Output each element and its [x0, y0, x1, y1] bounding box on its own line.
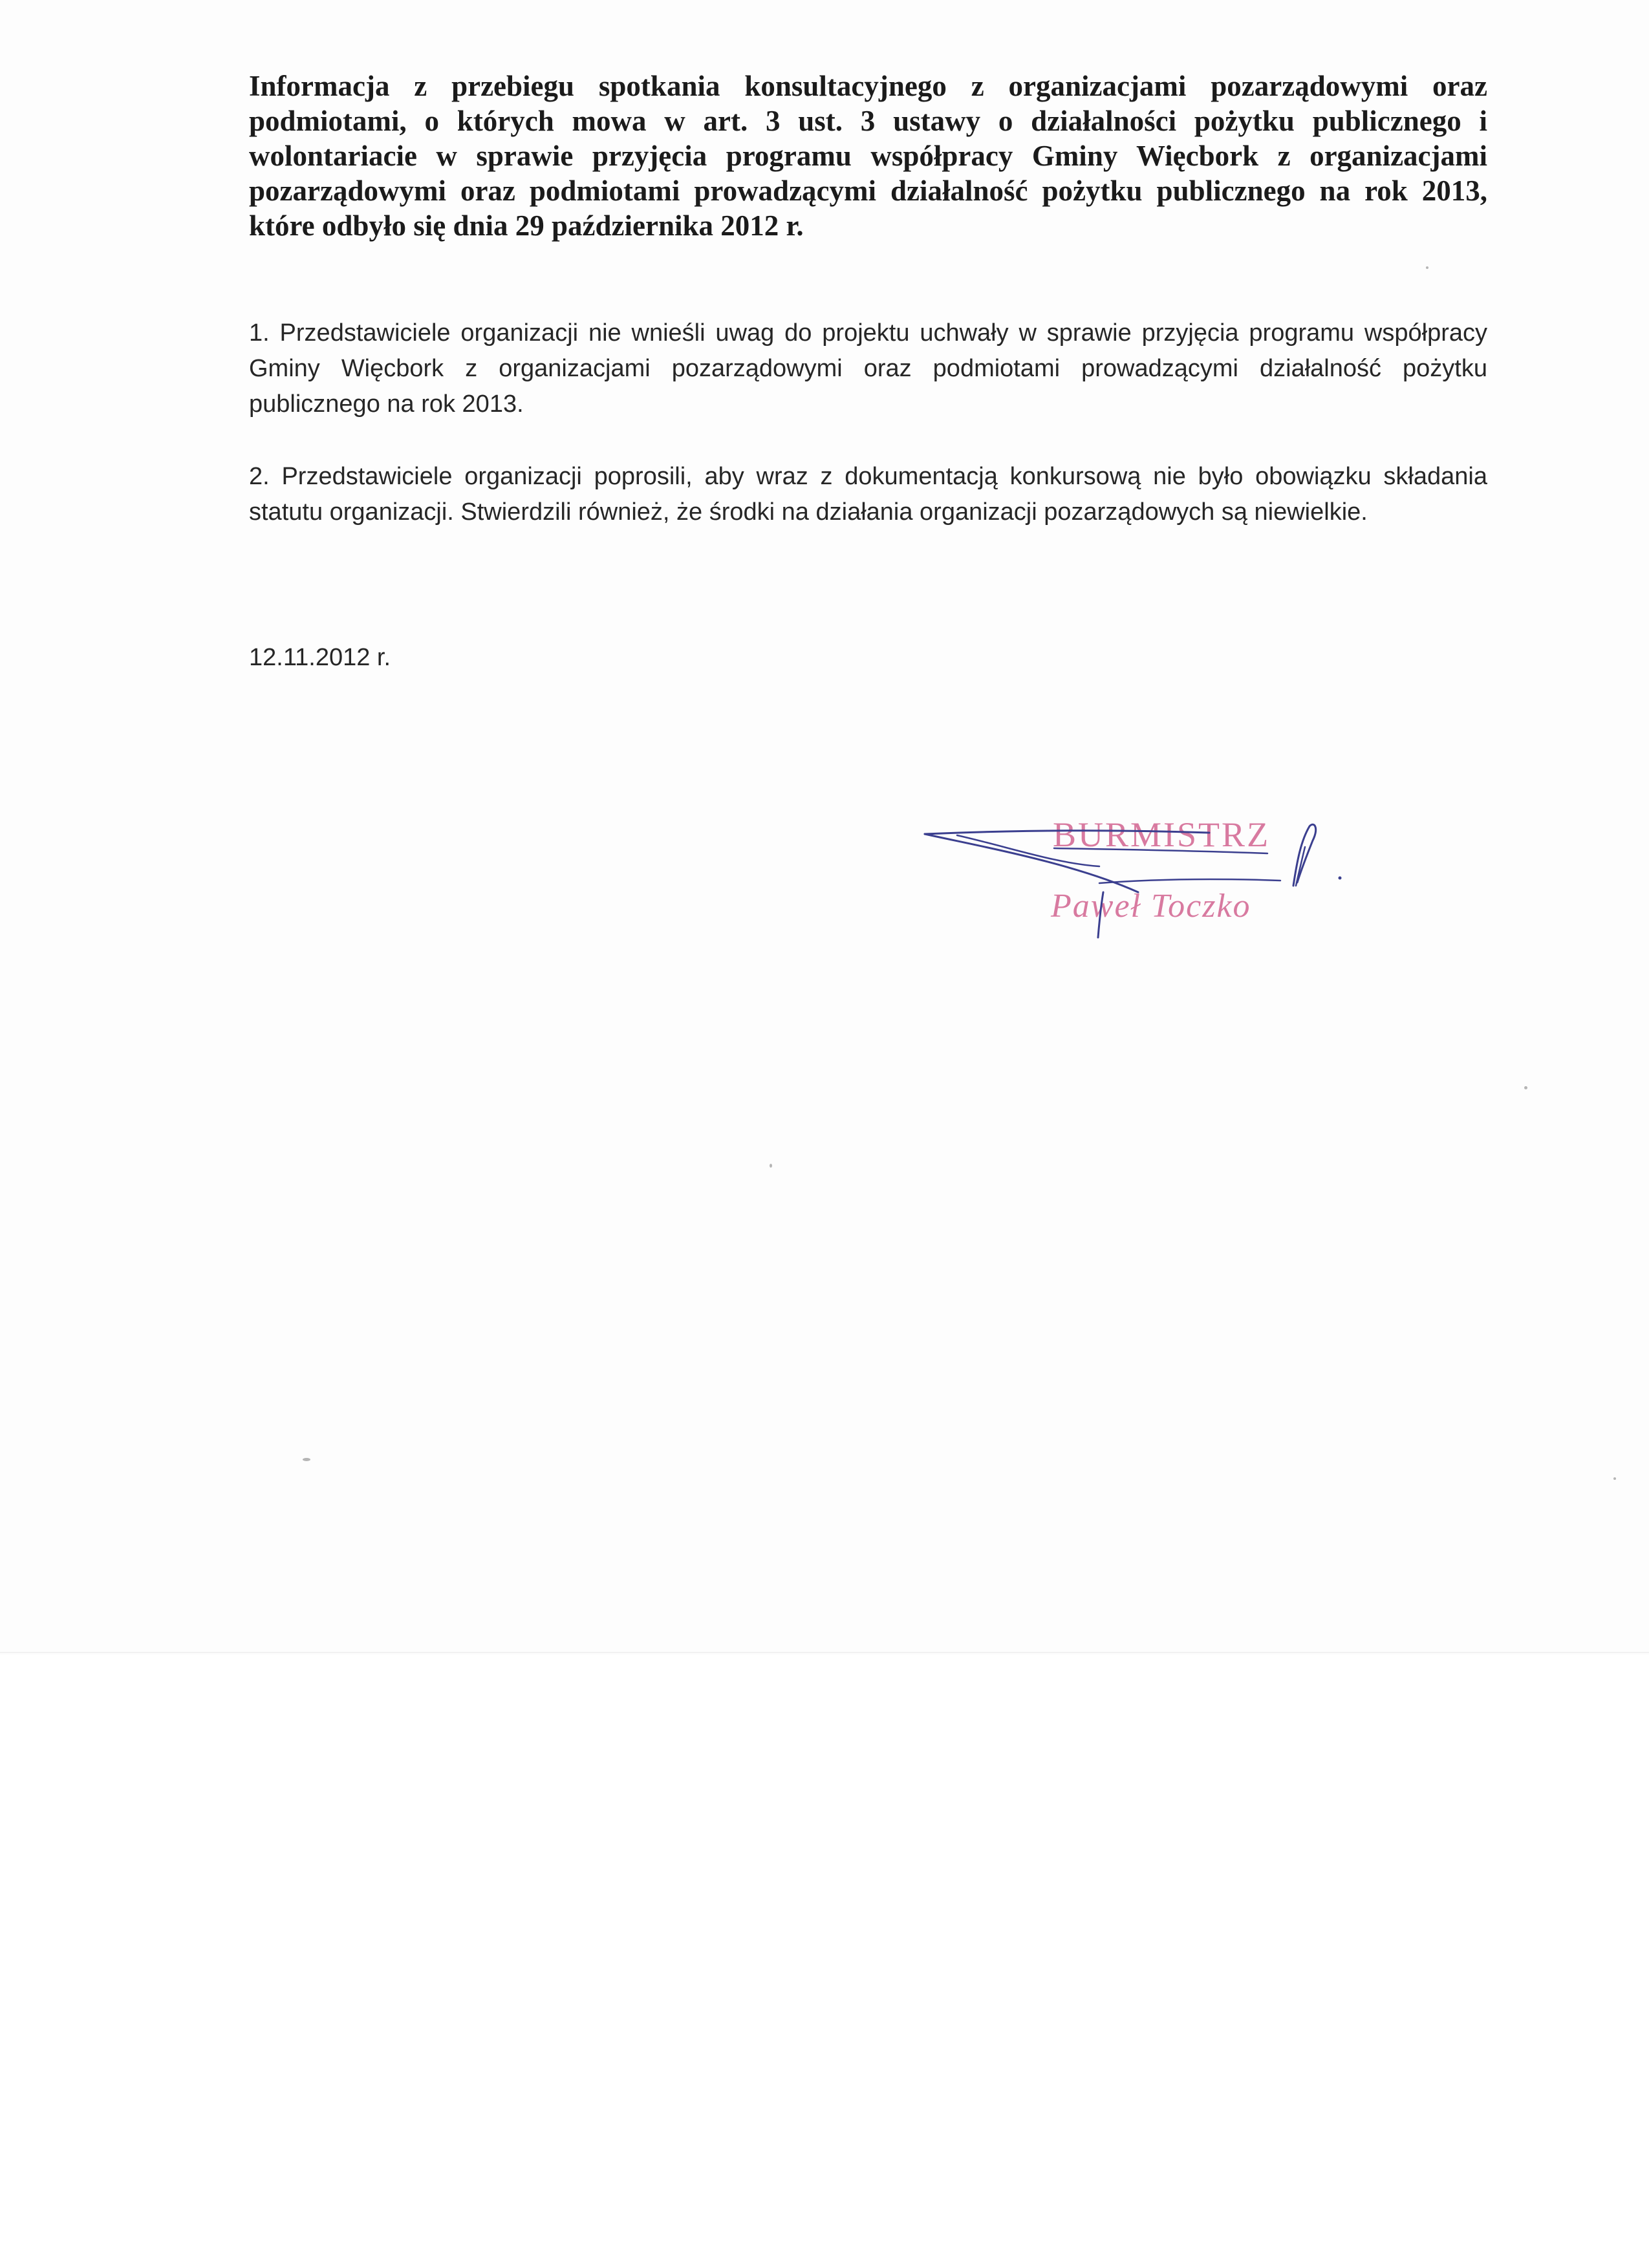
- scan-speck: [303, 1458, 310, 1461]
- scan-speck: [1426, 266, 1428, 269]
- scan-speck: [1524, 1086, 1527, 1089]
- scan-speck: [1613, 1477, 1616, 1480]
- mayor-stamp: [905, 802, 1371, 963]
- scan-speck: [770, 1164, 772, 1168]
- scan-edge: [0, 1652, 1649, 1653]
- paragraph-2: 2. Przedstawiciele organizacji poprosili, aby wraz z dokumentacją konkursową nie było obowiązku składania statutu organizacji. Stwierdzili również, że środki na działania organizacji pozarządowych są niewielkie.: [249, 463, 1487, 526]
- document-title: Informacja z przebiegu spotkania konsultacyjnego z organizacjami pozarządowymi oraz podmiotami, o których mowa w art. 3 ust. 3 ustawy o działalności pożytku publicznego i wolontariacie w sprawie przyjęcia programu współpracy Gminy Więcbork z organizacjami pozarządowymi oraz podmiotami prowadzącymi działalność pożytku publicznego na rok 2013, które odbyło się dnia 29 października 2012 r.: [249, 70, 1487, 242]
- paragraph-1: 1. Przedstawiciele organizacji nie wnieśli uwag do projektu uchwały w sprawie przyjęcia programu współpracy Gminy Więcbork z organizacjami pozarządowymi oraz podmiotami prowadzącymi działalność pożytku publicznego na rok 2013.: [249, 319, 1487, 418]
- stamp-name: Paweł Toczko: [1051, 888, 1251, 925]
- document-date: 12.11.2012 r.: [249, 644, 391, 671]
- handwritten-signature: [905, 802, 1371, 963]
- stamp-title: BURMISTRZ: [1053, 815, 1271, 854]
